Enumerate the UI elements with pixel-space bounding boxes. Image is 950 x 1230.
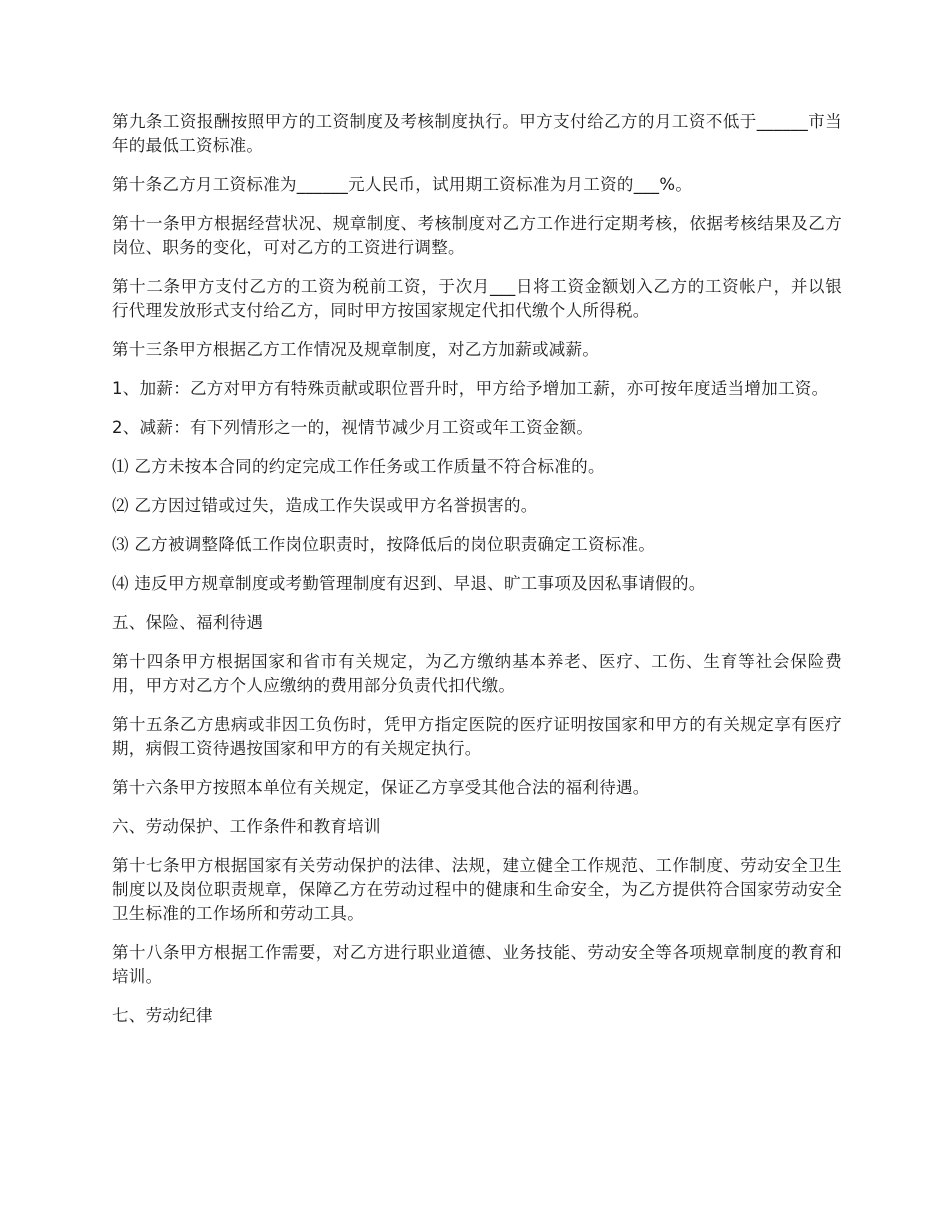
article-14: 第十四条甲方根据国家和省市有关规定，为乙方缴纳基本养老、医疗、工伤、生育等社会保险费用，甲方对乙方个人应缴纳的费用部分负责代扣代缴。	[112, 652, 842, 695]
salary-raise-item: 1、加薪：乙方对甲方有特殊贡献或职位晋升时，甲方给予增加工薪，亦可按年度适当增加工资。	[112, 379, 829, 398]
section-heading-insurance: 五、保险、福利待遇	[112, 613, 264, 632]
salary-cut-case-3: ⑶ 乙方被调整降低工作岗位职责时，按降低后的岗位职责确定工资标准。	[112, 535, 656, 554]
article-16: 第十六条甲方按照本单位有关规定，保证乙方享受其他合法的福利待遇。	[112, 778, 650, 797]
salary-cut-case-4: ⑷ 违反甲方规章制度或考勤管理制度有迟到、早退、旷工事项及因私事请假的。	[112, 574, 706, 593]
salary-cut-case-1: ⑴ 乙方未按本合同的约定完成工作任务或工作质量不符合标准的。	[112, 457, 605, 476]
article-12: 第十二条甲方支付乙方的工资为税前工资，于次月___日将工资金额划入乙方的工资帐户，并以银行代理发放形式支付给乙方，同时甲方按国家规定代扣代缴个人所得税。	[112, 277, 842, 320]
article-18: 第十八条甲方根据工作需要，对乙方进行职业道德、业务技能、劳动安全等各项规章制度的教育和培训。	[112, 943, 842, 986]
salary-cut-item: 2、减薪：有下列情形之一的，视情节减少月工资或年工资金额。	[112, 418, 594, 437]
article-9: 第九条工资报酬按照甲方的工资制度及考核制度执行。甲方支付给乙方的月工资不低于______市当年的最低工资标准。	[112, 112, 842, 155]
article-13: 第十三条甲方根据乙方工作情况及规章制度，对乙方加薪或减薪。	[112, 340, 600, 359]
section-heading-protection: 六、劳动保护、工作条件和教育培训	[112, 817, 381, 836]
article-17: 第十七条甲方根据国家有关劳动保护的法律、法规，建立健全工作规范、工作制度、劳动安全卫生制度以及岗位职责规章，保障乙方在劳动过程中的健康和生命安全，为乙方提供符合国家劳动安全卫生标准的工作场所和劳动工具。	[112, 856, 842, 923]
article-11: 第十一条甲方根据经营状况、规章制度、考核制度对乙方工作进行定期考核，依据考核结果及乙方岗位、职务的变化，可对乙方的工资进行调整。	[112, 214, 842, 257]
salary-cut-case-2: ⑵ 乙方因过错或过失，造成工作失误或甲方名誉损害的。	[112, 496, 538, 515]
article-10: 第十条乙方月工资标准为______元人民币，试用期工资标准为月工资的___%。	[112, 175, 693, 194]
section-heading-discipline: 七、劳动纪律	[112, 1006, 213, 1025]
article-15: 第十五条乙方患病或非因工负伤时，凭甲方指定医院的医疗证明按国家和甲方的有关规定享有医疗期，病假工资待遇按国家和甲方的有关规定执行。	[112, 715, 842, 758]
document-page	[112, 110, 842, 1043]
